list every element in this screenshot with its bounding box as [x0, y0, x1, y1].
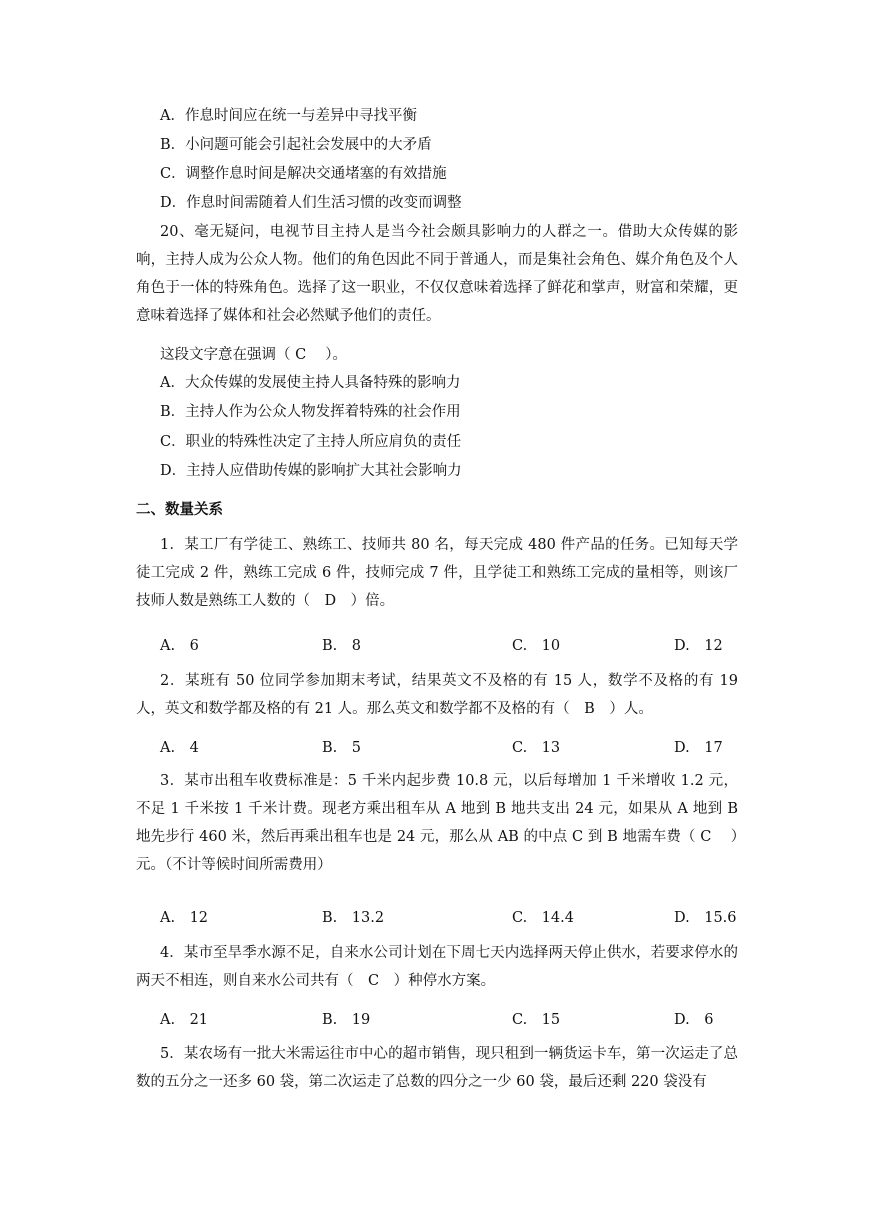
- option-c: C. 10: [512, 638, 561, 654]
- q19-option-d: D．作息时间需随着人们生活习惯的改变而调整: [160, 195, 462, 211]
- option-c: C. 15: [512, 1012, 561, 1028]
- option-b: B. 19: [322, 1012, 371, 1028]
- option-a: A. 12: [160, 910, 209, 926]
- math-q2-options: [160, 738, 760, 758]
- q19-option-b: B．小问题可能会引起社会发展中的大矛盾: [160, 137, 432, 153]
- section-title: 二、数量关系: [136, 502, 223, 518]
- option-b: B. 8: [322, 638, 361, 654]
- option-d: D. 6: [674, 1012, 714, 1028]
- math-q1-options: [160, 636, 760, 656]
- math-q4-stem: 4．某市至旱季水源不足，自来水公司计划在下周七天内选择两天停止供水，若要求停水的两天不相连，则自来水公司共有（ C ）种停水方案。: [136, 945, 738, 989]
- math-q3-options: [160, 908, 760, 928]
- math-q3-stem: 3．某市出租车收费标准是：5 千米内起步费 10.8 元，以后每增加 1 千米增收 1.2 元，不足 1 千米按 1 千米计费。现老方乘出租车从 A 地到 B 地共支出 24 元，如果从 A 地到 B 地先步行 460 米，然后再乘出租车也是 24 元，那么从 AB 的中点 C 到 B 地需车费（ C ）元。（不计等候时间所需费用）: [136, 773, 738, 873]
- option-d: D. 12: [674, 638, 723, 654]
- q19-option-a: A．作息时间应在统一与差异中寻找平衡: [160, 108, 417, 124]
- math-q4-options: [160, 1010, 760, 1030]
- option-c: C. 13: [512, 740, 561, 756]
- option-c: C. 14.4: [512, 910, 574, 926]
- q20-option-a: A．大众传媒的发展使主持人具备特殊的影响力: [160, 375, 461, 391]
- q20-option-c: C．职业的特殊性决定了主持人所应肩负的责任: [160, 434, 462, 450]
- math-q1-stem: 1．某工厂有学徒工、熟练工、技师共 80 名，每天完成 480 件产品的任务。已知每天学徒工完成 2 件，熟练工完成 6 件，技师完成 7 件，且学徒工和熟练工完成的量相等，则该厂技师人数是熟练工人数的（ D ）倍。: [136, 537, 738, 609]
- option-d: D. 15.6: [674, 910, 737, 926]
- option-d: D. 17: [674, 740, 723, 756]
- q20-stem: 20、毫无疑问，电视节目主持人是当今社会颇具影响力的人群之一。借助大众传媒的影响，主持人成为公众人物。他们的角色因此不同于普通人，而是集社会角色、媒介角色及个人角色于一体的特殊角色。选择了这一职业，不仅仅意味着选择了鲜花和掌声，财富和荣耀，更意味着选择了媒体和社会必然赋予他们的责任。: [136, 224, 738, 324]
- math-q2-stem: 2．某班有 50 位同学参加期末考试，结果英文不及格的有 15 人，数学不及格的有 19 人，英文和数学都及格的有 21 人。那么英文和数学都不及格的有（ B ）人。: [136, 673, 738, 717]
- q19-option-c: C．调整作息时间是解决交通堵塞的有效措施: [160, 166, 447, 182]
- q20-option-b: B．主持人作为公众人物发挥着特殊的社会作用: [160, 404, 461, 420]
- q20-question: 这段文字意在强调（ C ）。: [160, 347, 348, 363]
- math-q5-stem: 5．某农场有一批大米需运往市中心的超市销售，现只租到一辆货运卡车，第一次运走了总数的五分之一还多 60 袋，第二次运走了总数的四分之一少 60 袋，最后还剩 220 袋没有: [136, 1046, 738, 1090]
- option-a: A. 6: [160, 638, 199, 654]
- q20-option-d: D．主持人应借助传媒的影响扩大其社会影响力: [160, 463, 462, 479]
- option-b: B. 5: [322, 740, 361, 756]
- option-a: A. 21: [160, 1012, 209, 1028]
- option-b: B. 13.2: [322, 910, 385, 926]
- option-a: A. 4: [160, 740, 199, 756]
